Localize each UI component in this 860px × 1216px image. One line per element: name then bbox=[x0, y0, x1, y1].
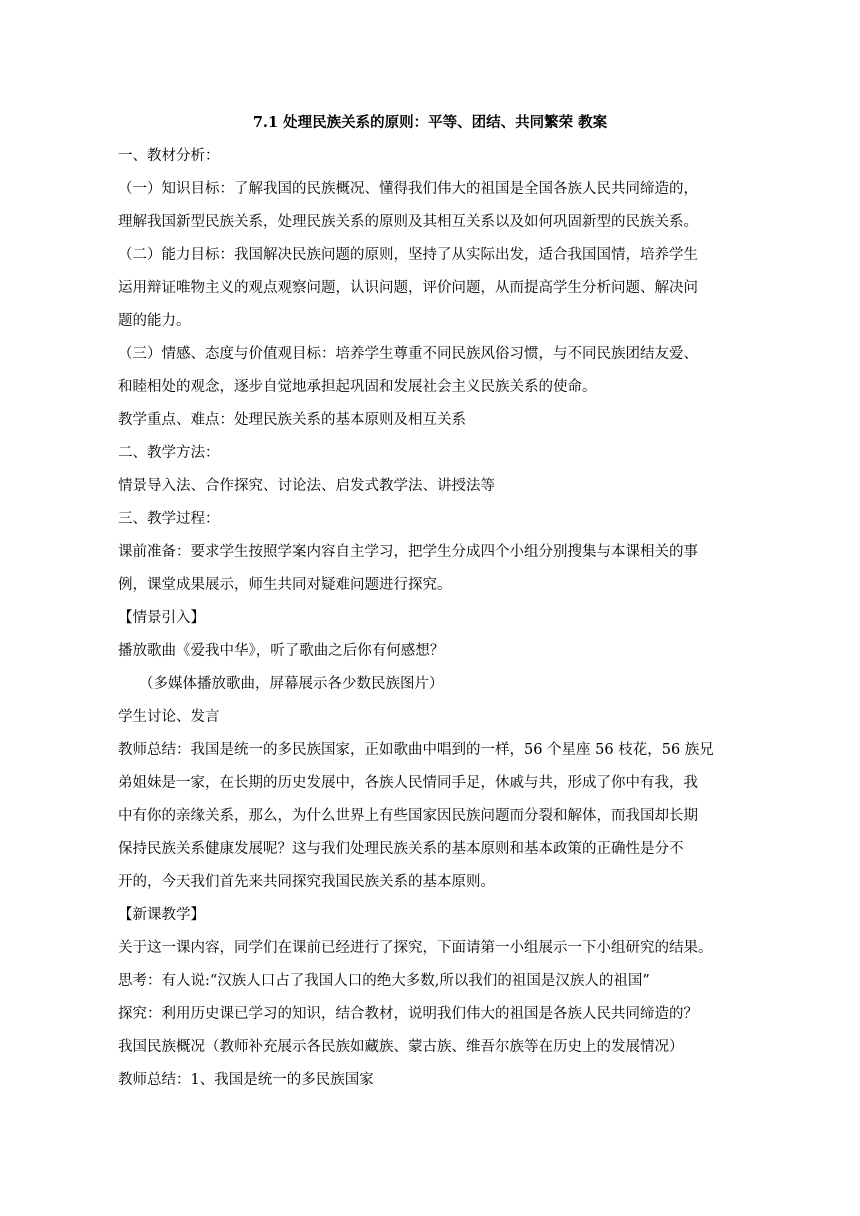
paragraph bbox=[118, 668, 742, 701]
document-body bbox=[118, 140, 742, 1097]
paragraph bbox=[118, 173, 742, 239]
paragraph bbox=[118, 965, 742, 998]
paragraph-line: 课前准备：要求学生按照学案内容自主学习，把学生分成四个小组分别搜集与本课相关的事 bbox=[118, 544, 698, 560]
paragraph-line: 思考：有人说:“汉族人口占了我国人口的绝大多数,所以我们的祖国是汉族人的祖国” bbox=[118, 973, 650, 989]
document-page bbox=[118, 108, 742, 1097]
paragraph-line: （三）情感、态度与价值观目标：培养学生尊重不同民族风俗习惯，与不同民族团结友爱、 bbox=[118, 346, 698, 362]
paragraph bbox=[118, 338, 742, 404]
paragraph-line: 弟姐妹是一家，在长期的历史发展中，各族人民情同手足，休戚与共，形成了你中有我，我 bbox=[118, 775, 698, 791]
paragraph bbox=[118, 140, 742, 173]
paragraph-line: 一、教材分析： bbox=[118, 148, 220, 164]
paragraph-line: 教师总结：1、我国是统一的多民族国家 bbox=[118, 1072, 374, 1088]
paragraph-line: 三、教学过程： bbox=[118, 511, 220, 527]
paragraph-line: 运用辩证唯物主义的观点观察问题，认识问题，评价问题，从而提高学生分析问题、解决问 bbox=[118, 280, 698, 296]
paragraph-line: 教学重点、难点：处理民族关系的基本原则及相互关系 bbox=[118, 412, 466, 428]
paragraph-line: （多媒体播放歌曲，屏幕展示各少数民族图片） bbox=[139, 676, 444, 692]
paragraph-line: 学生讨论、发言 bbox=[118, 709, 220, 725]
paragraph-line: 【情景引入】 bbox=[118, 610, 205, 626]
paragraph-line: 情景导入法、合作探究、讨论法、启发式教学法、讲授法等 bbox=[118, 478, 495, 494]
paragraph bbox=[118, 701, 742, 734]
paragraph bbox=[118, 536, 742, 602]
paragraph bbox=[118, 635, 742, 668]
document-title: 7.1 处理民族关系的原则：平等、团结、共同繁荣 教案 bbox=[252, 114, 608, 131]
paragraph bbox=[118, 503, 742, 536]
paragraph bbox=[118, 899, 742, 932]
paragraph bbox=[118, 932, 742, 965]
paragraph bbox=[118, 1031, 742, 1064]
paragraph bbox=[118, 734, 742, 899]
paragraph bbox=[118, 470, 742, 503]
paragraph bbox=[118, 239, 742, 338]
paragraph-line: （一）知识目标：了解我国的民族概况、懂得我们伟大的祖国是全国各族人民共同缔造的， bbox=[118, 181, 698, 197]
paragraph-line: 题的能力。 bbox=[118, 313, 191, 329]
paragraph-line: 例，课堂成果展示，师生共同对疑难问题进行探究。 bbox=[118, 577, 452, 593]
paragraph bbox=[118, 437, 742, 470]
paragraph-line: 保持民族关系健康发展呢？这与我们处理民族关系的基本原则和基本政策的正确性是分不 bbox=[118, 841, 684, 857]
paragraph-line: 播放歌曲《爱我中华》，听了歌曲之后你有何感想？ bbox=[118, 643, 445, 659]
paragraph-line: 【新课教学】 bbox=[118, 907, 205, 923]
paragraph-line: （二）能力目标：我国解决民族问题的原则，坚持了从实际出发，适合我国国情，培养学生 bbox=[118, 247, 698, 263]
paragraph-line: 二、教学方法： bbox=[118, 445, 220, 461]
paragraph bbox=[118, 998, 742, 1031]
paragraph-line: 关于这一课内容，同学们在课前已经进行了探究，下面请第一小组展示一下小组研究的结果。 bbox=[118, 940, 713, 956]
paragraph-line: 我国民族概况（教师补充展示各民族如藏族、蒙古族、维吾尔族等在历史上的发展情况） bbox=[118, 1039, 684, 1055]
paragraph bbox=[118, 1064, 742, 1097]
paragraph-line: 和睦相处的观念，逐步自觉地承担起巩固和发展社会主义民族关系的使命。 bbox=[118, 379, 597, 395]
paragraph-line: 教师总结：我国是统一的多民族国家，正如歌曲中唱到的一样，56 个星座 56 枝花，56 族兄 bbox=[118, 742, 714, 758]
paragraph bbox=[118, 404, 742, 437]
paragraph-line: 理解我国新型民族关系，处理民族关系的原则及其相互关系以及如何巩固新型的民族关系。 bbox=[118, 214, 698, 230]
paragraph bbox=[118, 602, 742, 635]
paragraph-line: 中有你的亲缘关系，那么，为什么世界上有些国家因民族问题而分裂和解体，而我国却长期 bbox=[118, 808, 698, 824]
paragraph-line: 探究：利用历史课已学习的知识，结合教材，说明我们伟大的祖国是各族人民共同缔造的？ bbox=[118, 1006, 698, 1022]
paragraph-line: 开的，今天我们首先来共同探究我国民族关系的基本原则。 bbox=[118, 874, 495, 890]
